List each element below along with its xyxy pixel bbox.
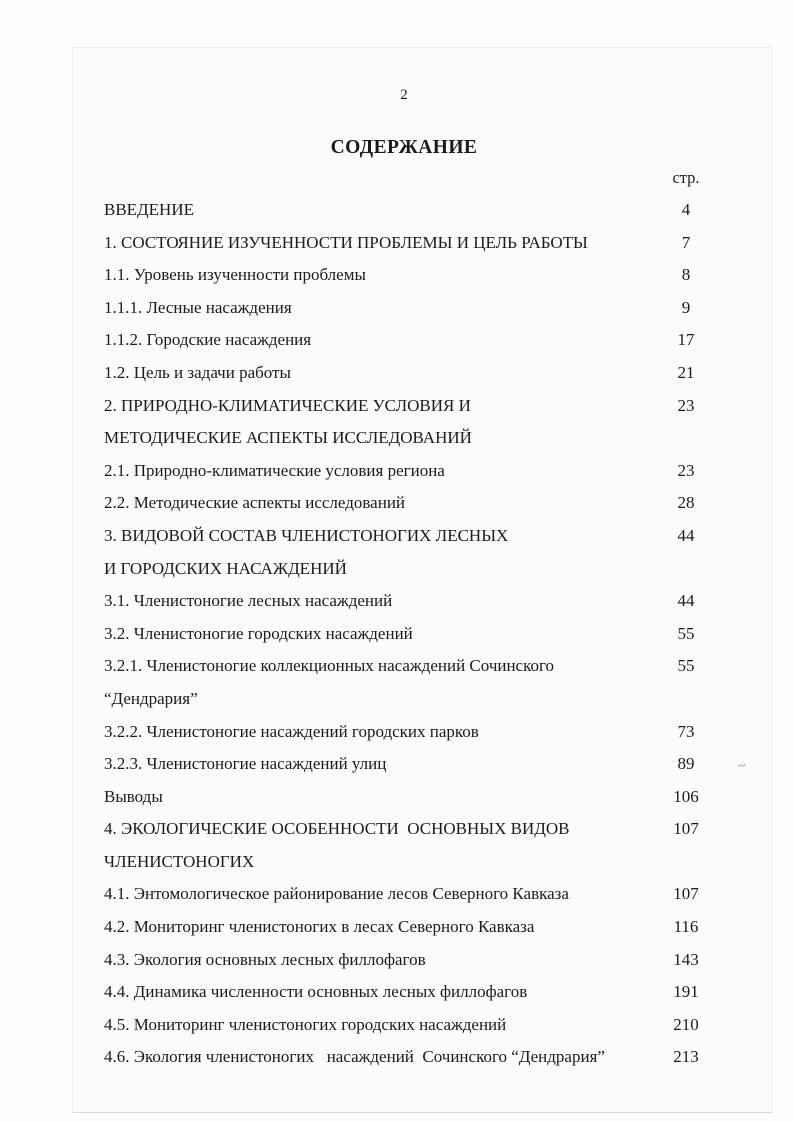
- toc-entry-text: [104, 520, 646, 585]
- toc-entry-text: [104, 976, 646, 1009]
- toc-entry-text: [104, 781, 646, 814]
- toc-entry-line: “Дендрария”: [104, 688, 198, 708]
- toc-entry-line: 4.4. Динамика численности основных лесных филлофагов: [104, 982, 528, 1002]
- scan-artifact: ~: [736, 758, 747, 775]
- toc-entry-text: [104, 259, 646, 292]
- toc-row: [73, 618, 771, 651]
- toc-row: [73, 911, 771, 944]
- toc-page-number: 28: [677, 493, 695, 513]
- toc-entry-line: 2. ПРИРОДНО-КЛИМАТИЧЕСКИЕ УСЛОВИЯ И: [104, 395, 471, 415]
- toc-entry-line: 3.2.2. Членистоногие насаждений городских парков: [104, 721, 479, 741]
- toc-row: [73, 716, 771, 749]
- toc-entry-text: [104, 292, 646, 325]
- toc-entry-line: 2.1. Природно-климатические условия региона: [104, 460, 445, 480]
- toc-entry-text: [104, 944, 646, 977]
- toc-entry-line: 1.1.2. Городские насаждения: [104, 330, 312, 350]
- toc-page-number: 23: [677, 395, 695, 415]
- toc-entry-line: 1.1.1. Лесные насаждения: [104, 297, 292, 317]
- toc-entry-line: 2.2. Методические аспекты исследований: [104, 493, 406, 513]
- toc-page-number: 44: [677, 525, 695, 545]
- toc-page-number: 116: [673, 917, 699, 937]
- toc-entry-text: [104, 813, 646, 878]
- toc-entry-line: 1. СОСТОЯНИЕ ИЗУЧЕННОСТИ ПРОБЛЕМЫ И ЦЕЛЬ РАБОТЫ: [104, 232, 588, 252]
- toc-row: [73, 487, 771, 520]
- toc-page-number: 4: [681, 200, 691, 219]
- toc-entry-text: [104, 455, 646, 488]
- toc-entry-line: 4. ЭКОЛОГИЧЕСКИЕ ОСОБЕННОСТИ ОСНОВНЫХ ВИДОВ: [104, 819, 570, 839]
- column-header-pages: стр.: [672, 168, 700, 187]
- page-number: 2: [400, 87, 408, 103]
- toc-row: [73, 781, 771, 814]
- toc-entry-line: 3.2.3. Членистоногие насаждений улиц: [104, 754, 387, 774]
- toc-row: [73, 813, 771, 878]
- toc-entry-line: 4.5. Мониторинг членистоногих городских насаждений: [104, 1014, 507, 1034]
- toc-entry-line: 4.2. Мониторинг членистоногих в лесах Северного Кавказа: [104, 917, 535, 937]
- toc-entry-line: Выводы: [104, 786, 163, 806]
- toc-entry-line: ВВЕДЕНИЕ: [104, 200, 194, 219]
- toc-row: [73, 194, 771, 227]
- toc-page-number: 213: [673, 1047, 699, 1067]
- toc-page-number: 9: [681, 297, 691, 317]
- toc-page-number: 106: [673, 786, 699, 806]
- toc-entry-text: [104, 878, 646, 911]
- toc-page-number: 21: [677, 362, 695, 382]
- toc-row: [73, 227, 771, 260]
- toc-page-number: 73: [677, 721, 695, 741]
- toc-row: [73, 259, 771, 292]
- toc-row: [73, 390, 771, 455]
- toc-page-number: 210: [673, 1014, 699, 1034]
- toc-page-number: 89: [677, 754, 695, 774]
- toc-row: [73, 650, 771, 715]
- toc-row: [73, 944, 771, 977]
- toc-entry-line: 3.2. Членистоногие городских насаждений: [104, 623, 413, 643]
- toc-title: СОДЕРЖАНИЕ: [330, 137, 478, 158]
- toc-entry-text: [104, 324, 646, 357]
- toc-entry-line: 3.1. Членистоногие лесных насаждений: [104, 591, 393, 611]
- scan-page: [72, 47, 772, 1113]
- toc-entry-text: [104, 911, 646, 944]
- toc-entry-line: 3.2.1. Членистоногие коллекционных насаждений Сочинского: [104, 656, 555, 676]
- toc-row: [73, 976, 771, 1009]
- toc-entry-line: ЧЛЕНИСТОНОГИХ: [104, 851, 255, 871]
- toc-entry-text: [104, 650, 646, 715]
- toc-entry-text: [104, 390, 646, 455]
- toc-rows: [73, 194, 771, 1074]
- toc-entry-text: [104, 618, 646, 651]
- toc-entry-line: 4.6. Экология членистоногих насаждений Сочинского “Дендрария”: [104, 1047, 605, 1067]
- toc-entry-text: [104, 748, 646, 781]
- toc-entry-text: [104, 194, 646, 227]
- toc-page-number: 23: [677, 460, 695, 480]
- toc-row: [73, 357, 771, 390]
- toc-page-number: 44: [677, 591, 695, 611]
- toc-page-number: 8: [681, 265, 691, 285]
- toc-row: [73, 292, 771, 325]
- toc-row: [73, 748, 771, 781]
- toc-page-number: 17: [677, 330, 695, 350]
- toc-entry-text: [104, 227, 646, 260]
- toc-page-number: 107: [673, 884, 699, 904]
- toc-page-number: 55: [677, 623, 695, 643]
- toc-page-number: 143: [673, 949, 699, 969]
- toc-page-number: 107: [673, 819, 699, 839]
- column-header-row: [73, 162, 771, 194]
- toc-row: [73, 1009, 771, 1042]
- toc-page-number: 7: [681, 232, 691, 252]
- toc-entry-line: 3. ВИДОВОЙ СОСТАВ ЧЛЕНИСТОНОГИХ ЛЕСНЫХ: [104, 525, 509, 545]
- toc-entry-text: [104, 716, 646, 749]
- toc-entry-text: [104, 1041, 646, 1074]
- toc-row: [73, 455, 771, 488]
- toc-page-number: 55: [677, 656, 695, 676]
- toc-row: [73, 520, 771, 585]
- toc-entry-text: [104, 357, 646, 390]
- toc-row: [73, 585, 771, 618]
- toc-entry-line: 4.3. Экология основных лесных филлофагов: [104, 949, 426, 969]
- toc-entry-line: И ГОРОДСКИХ НАСАЖДЕНИЙ: [104, 558, 347, 578]
- toc-entry-text: [104, 1009, 646, 1042]
- toc-entry-line: 1.2. Цель и задачи работы: [104, 362, 291, 382]
- toc-entry-text: [104, 487, 646, 520]
- toc-entry-text: [104, 585, 646, 618]
- toc-entry-line: 4.1. Энтомологическое районирование лесов Северного Кавказа: [104, 884, 569, 904]
- toc-page-number: 191: [673, 982, 699, 1002]
- toc-row: [73, 324, 771, 357]
- toc-row: [73, 1041, 771, 1074]
- toc-row: [73, 878, 771, 911]
- toc-entry-line: 1.1. Уровень изученности проблемы: [104, 265, 366, 285]
- toc-entry-line: МЕТОДИЧЕСКИЕ АСПЕКТЫ ИССЛЕДОВАНИЙ: [104, 428, 472, 448]
